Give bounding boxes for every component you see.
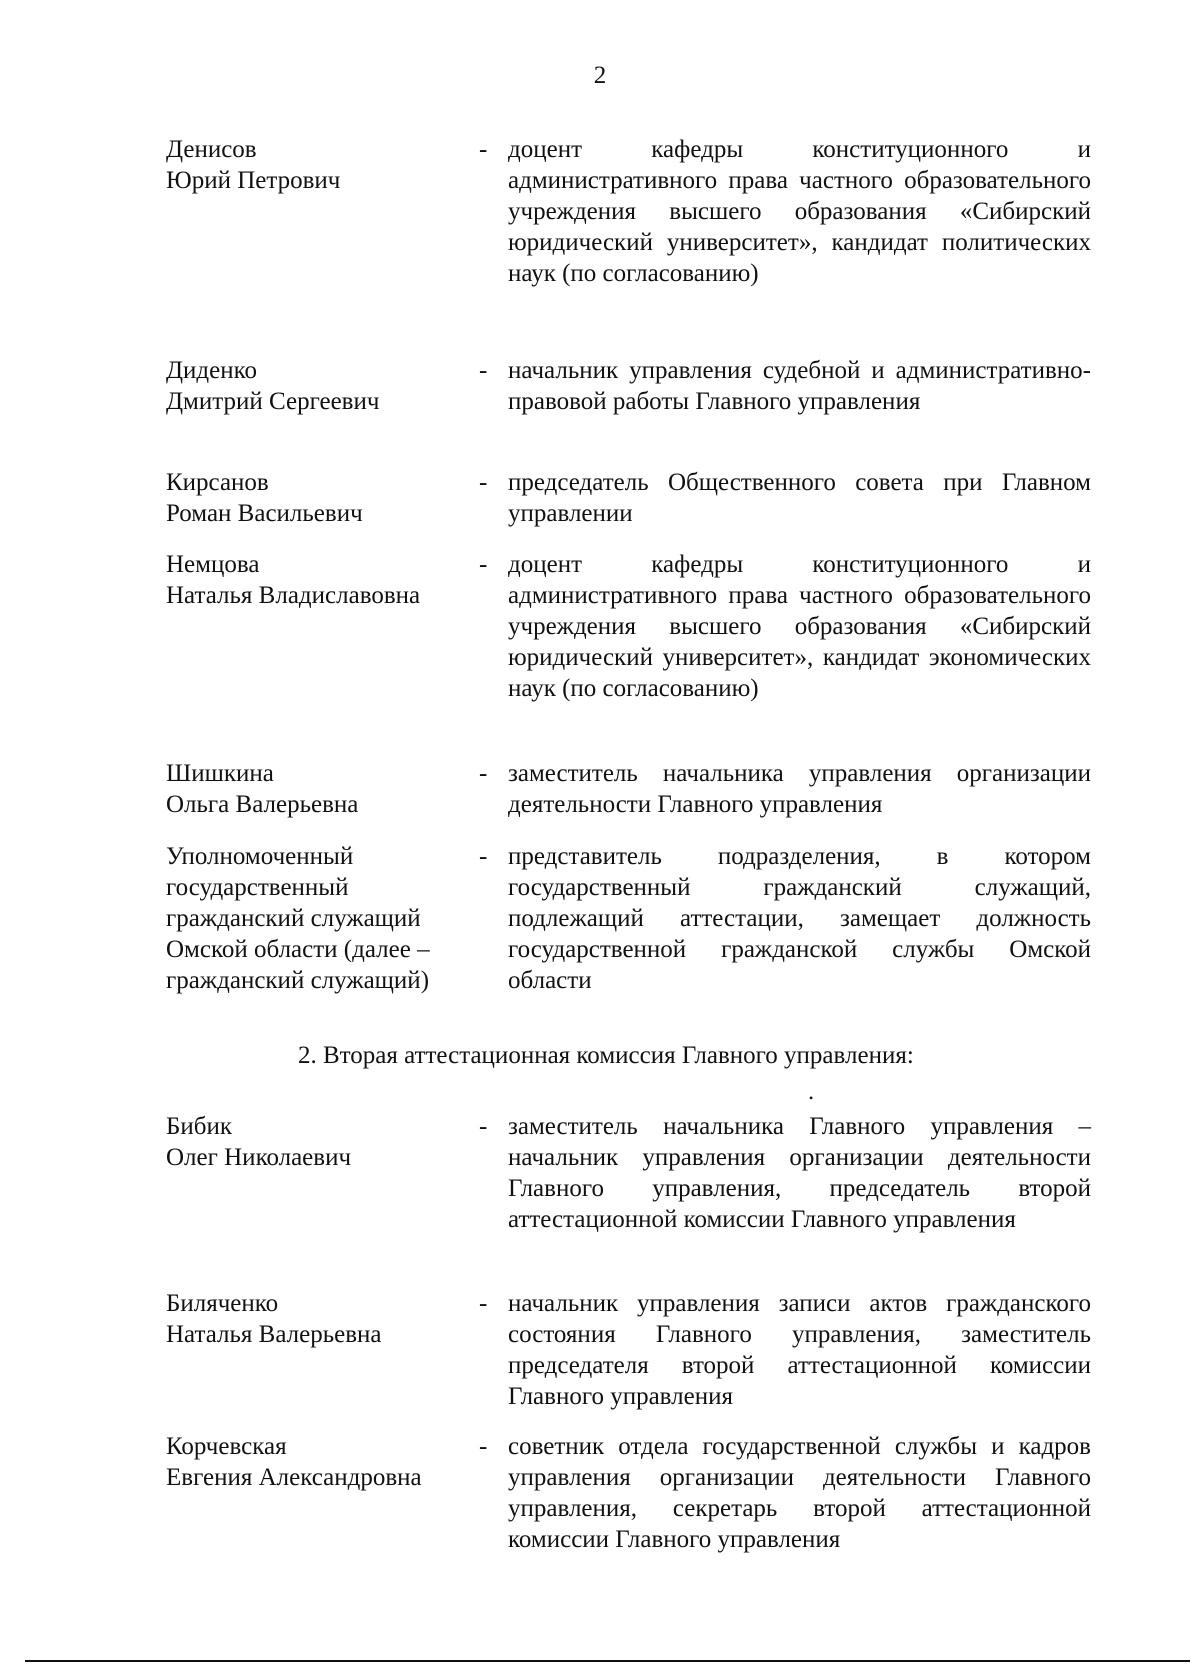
- entry-dash: -: [479, 1113, 488, 1140]
- member-position: доцент кафедры конституционного и административного права частного образовательного учреждения высшего образования «Сибирский юридический университет», кандидат политических наук (по согласованию): [508, 136, 1091, 287]
- entry-dash: -: [479, 1290, 488, 1317]
- member-position: доцент кафедры конституционного и административного права частного образовательного учреждения высшего образования «Сибирский юридический университет», кандидат экономических наук (по согласованию): [508, 551, 1091, 702]
- entry-dash: -: [479, 760, 488, 787]
- member-position: начальник управления судебной и административно-правовой работы Главного управления: [508, 357, 1091, 415]
- member-position: заместитель начальника управления организации деятельности Главного управления: [508, 760, 1091, 818]
- member-title-line: государственный: [166, 874, 349, 901]
- entry-dash: -: [479, 551, 488, 578]
- member-surname: Шишкина: [166, 760, 274, 787]
- member-surname: Немцова: [166, 551, 260, 578]
- member-name: [166, 841, 466, 996]
- member-position: представитель подразделения, в котором государственный гражданский служащий, подлежащий аттестации, замещает должность государственной гражданской службы Омской области: [508, 843, 1091, 994]
- member-given-names: Юрий Петрович: [166, 167, 341, 194]
- member-given-names: Роман Васильевич: [166, 500, 363, 527]
- member-title-line: гражданский служащий): [166, 967, 430, 994]
- member-name: [166, 549, 466, 611]
- member-title-line: Уполномоченный: [166, 843, 354, 870]
- entry-dash: -: [479, 136, 488, 163]
- member-given-names: Ольга Валерьевна: [166, 791, 359, 818]
- member-name: [166, 355, 466, 417]
- member-name: [166, 758, 466, 820]
- bottom-rule: [25, 1660, 1190, 1662]
- section-heading: 2. Вторая аттестационная комиссия Главного управления:: [298, 1042, 914, 1069]
- member-name: [166, 1288, 466, 1350]
- page-number: 2: [593, 62, 607, 89]
- member-position: советник отдела государственной службы и кадров управления организации деятельности Главного управления, секретарь второй аттестационной комиссии Главного управления: [508, 1433, 1091, 1553]
- member-surname: Корчевская: [166, 1433, 287, 1460]
- member-name: [166, 134, 466, 196]
- member-position: заместитель начальника Главного управления – начальник управления организации деятельности Главного управления, председатель второй аттестационной комиссии Главного управления: [508, 1113, 1091, 1233]
- member-surname: Денисов: [166, 136, 257, 163]
- member-given-names: Евгения Александровна: [166, 1464, 422, 1491]
- member-surname: Диденко: [166, 357, 258, 384]
- scan-mark: •: [809, 1091, 814, 1105]
- entry-dash: -: [479, 357, 488, 384]
- member-surname: Биляченко: [166, 1290, 279, 1317]
- entry-dash: -: [479, 469, 488, 496]
- member-name: [166, 467, 466, 529]
- entry-dash: -: [479, 843, 488, 870]
- member-position: председатель Общественного совета при Главном управлении: [508, 469, 1091, 527]
- entry-dash: -: [479, 1433, 488, 1460]
- member-name: [166, 1111, 466, 1173]
- member-title-line: Омской области (далее –: [166, 936, 430, 963]
- member-position: начальник управления записи актов гражданского состояния Главного управления, заместитель председателя второй аттестационной комиссии Главного управления: [508, 1290, 1091, 1410]
- member-surname: Кирсанов: [166, 469, 269, 496]
- member-name: [166, 1431, 466, 1493]
- member-title-line: гражданский служащий: [166, 905, 421, 932]
- member-given-names: Олег Николаевич: [166, 1144, 352, 1171]
- member-surname: Бибик: [166, 1113, 232, 1140]
- member-given-names: Наталья Владиславовна: [166, 582, 421, 609]
- member-given-names: Наталья Валерьевна: [166, 1321, 382, 1348]
- member-given-names: Дмитрий Сергеевич: [166, 388, 380, 415]
